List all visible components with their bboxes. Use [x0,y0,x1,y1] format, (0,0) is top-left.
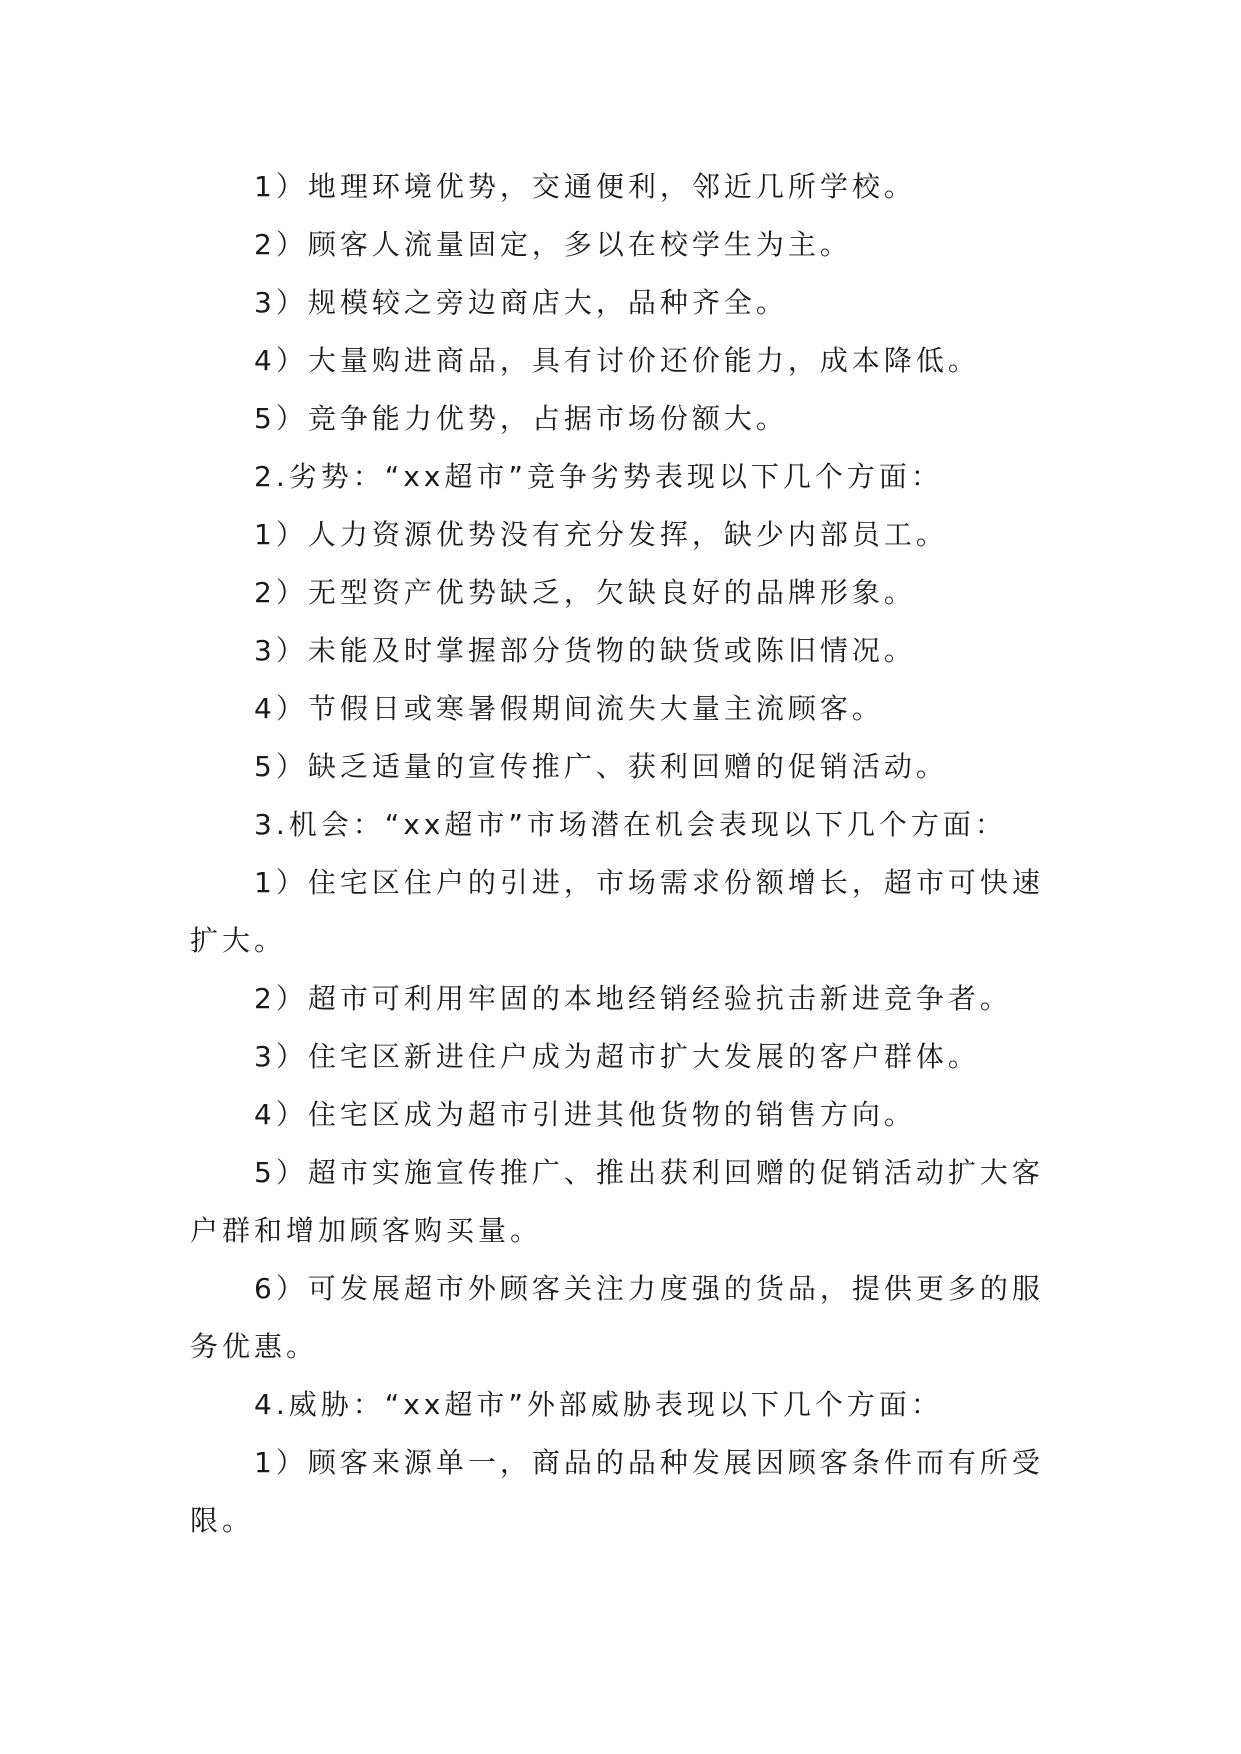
section-heading: 3.机会：“xx超市”市场潜在机会表现以下几个方面： [254,808,1007,841]
paragraph: 4）节假日或寒暑假期间流失大量主流顾客。 [254,692,884,725]
paragraph: 3）规模较之旁边商店大，品种齐全。 [254,286,788,319]
section-heading: 4.威胁：“xx超市”外部威胁表现以下几个方面： [254,1388,943,1421]
paragraph: 1）地理环境优势，交通便利，邻近几所学校。 [254,170,916,203]
paragraph: 5）超市实施宣传推广、推出获利回赠的促销活动扩大客户群和增加顾客购买量。 [190,1156,1044,1247]
paragraph: 4）大量购进商品，具有讨价还价能力，成本降低。 [254,344,980,377]
paragraph: 1）人力资源优势没有充分发挥，缺少内部员工。 [254,518,948,551]
document-body [190,158,1050,1550]
paragraph: 3）住宅区新进住户成为超市扩大发展的客户群体。 [254,1040,980,1073]
paragraph: 6）可发展超市外顾客关注力度强的货品，提供更多的服务优惠。 [190,1272,1044,1363]
paragraph: 5）竞争能力优势，占据市场份额大。 [254,402,788,435]
paragraph: 4）住宅区成为超市引进其他货物的销售方向。 [254,1098,916,1131]
paragraph: 2）顾客人流量固定，多以在校学生为主。 [254,228,852,261]
paragraph: 1）顾客来源单一，商品的品种发展因顾客条件而有所受限。 [190,1446,1044,1537]
paragraph: 5）缺乏适量的宣传推广、获利回赠的促销活动。 [254,750,948,783]
paragraph: 1）住宅区住户的引进，市场需求份额增长，超市可快速扩大。 [190,866,1044,957]
paragraph: 2）无型资产优势缺乏，欠缺良好的品牌形象。 [254,576,916,609]
paragraph: 3）未能及时掌握部分货物的缺货或陈旧情况。 [254,634,916,667]
paragraph: 2）超市可利用牢固的本地经销经验抗击新进竞争者。 [254,982,1012,1015]
section-heading: 2.劣势：“xx超市”竞争劣势表现以下几个方面： [254,460,943,493]
